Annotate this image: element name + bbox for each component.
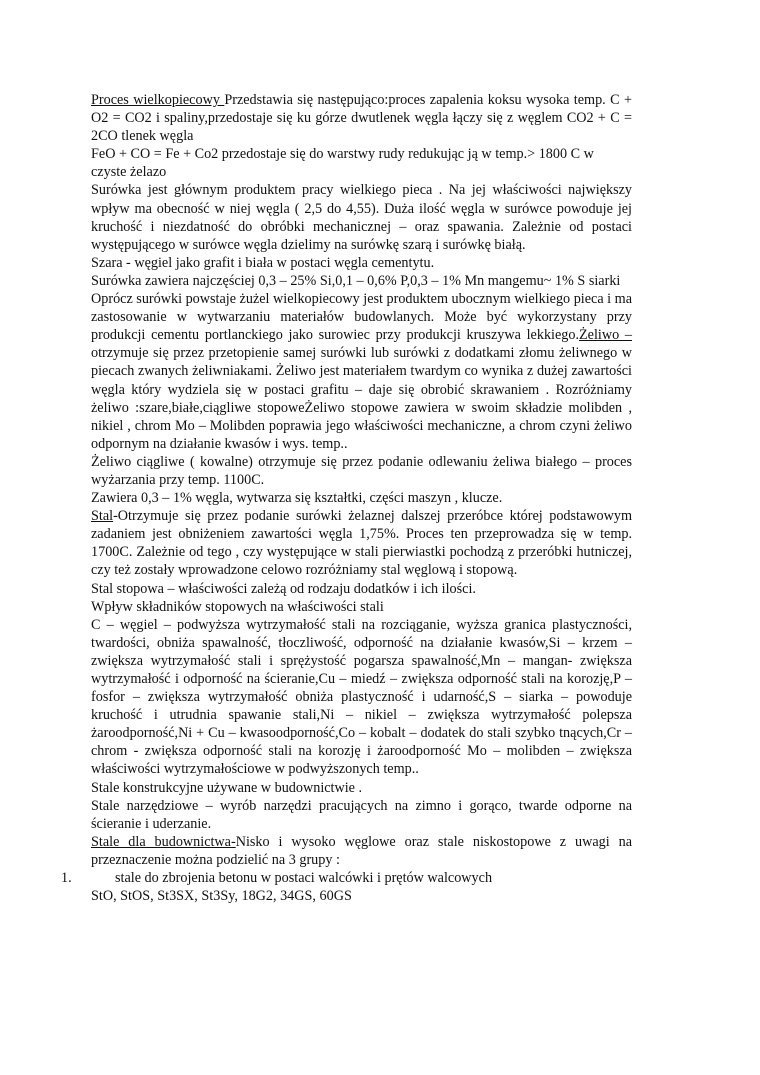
paragraph-tool-steel: Stale narzędziowe – wyrób narzędzi pracujących na zimno i gorąco, twarde odporne na ścieranie i uderzanie. [91, 797, 632, 832]
steel-grades: StO, StOS, St3SX, St3Sy, 18G2, 34GS, 60GS [91, 888, 352, 905]
term-blast-furnace: Proces wielkopiecowy [91, 92, 225, 108]
paragraph-grey-white: Szara - węgiel jako grafit i biała w postaci węgla cementytu. [91, 254, 435, 271]
paragraph-alloy-effects-heading: Wpływ składników stopowych na właściwości stali [91, 598, 384, 615]
paragraph-text: Nisko i wysoko węglowe oraz stale niskostopowe z uwagi na przeznaczenie można podzielić na 3 grupy : [91, 833, 633, 868]
paragraph-blast-furnace [91, 91, 632, 145]
list-number: 1. [61, 870, 72, 887]
paragraph-structural-steel: Stale konstrukcyjne używane w budownictwie . [91, 779, 363, 796]
paragraph-malleable-iron: Żeliwo ciągliwe ( kowalne) otrzymuje się przez podanie odlewaniu żeliwa białego – proces wyżarzania przy temp. 1100C. [91, 453, 632, 488]
paragraph-steel [91, 507, 632, 579]
paragraph-text: Oprócz surówki powstaje żużel wielkopiecowy jest produktem ubocznym wielkiego pieca i ma zastosowanie w wytwarzaniu materiałów budowlanych. Może być wykorzystany przy produkcji cementu portlanckiego jako surowiec przy produkcji kruszywa lekkiego. [91, 291, 632, 344]
term-cast-iron: Żeliwo – [579, 327, 632, 344]
paragraph-reaction: FeO + CO = Fe + Co2 przedostaje się do warstwy rudy redukując ją w temp.> 1800 C w czyste żelazo [91, 146, 594, 181]
paragraph-alloy-steel: Stal stopowa – właściwości zależą od rodzaju dodatków i ich ilości. [91, 580, 476, 597]
paragraph-construction-steel [91, 833, 632, 869]
list-item-text: stale do zbrojenia betonu w postaci walcówki i prętów walcowych [115, 870, 493, 887]
paragraph-slag-cast-iron [91, 290, 632, 453]
term-construction-steel: Stale dla budownictwa- [91, 833, 236, 850]
paragraph-composition: Surówka zawiera najczęściej 0,3 – 25% Si,0,1 – 0,6% P,0,3 – 1% Mn mangemu~ 1% S siarki [91, 272, 621, 289]
term-steel: Stal [91, 508, 114, 525]
paragraph-alloy-effects: C – węgiel – podwyższa wytrzymałość stali na rozciąganie, wyższa granica plastyczności, twardości, obniża spawalność, tłoczliwość, odporność na działanie kwasów,Si – krzem – zwiększa wytrzymałość stali i sprężystość pogarsza spawalność,Mn – mangan- zwiększa wytrzymałość i odporność na ścieranie,Cu – miedź – zwiększa odporność stali na korozję,P – fosfor – zwiększa wytrzymałość obniża plastyczność i udarność,S – siarka – powoduje kruchość i utrudnia spawanie stali,Ni – nikiel – zwiększa wytrzymałość polepsza żaroodporność,Ni + Cu – kwasoodporność,Co – kobalt – dodatek do stali szybko tnących,Cr – chrom - zwiększa odporność stali na korozję i żaroodporność Mo – molibden – zwiększa właściwości wytrzymałościowe w podwyższonych temp.. [91, 616, 632, 778]
paragraph-text: Przedstawia się następująco:proces zapalenia koksu wysoka temp. C + O2 = CO2 i spaliny,przedostaje się ku górze dwutlenek węgla łączy się z węglem CO2 + C = 2CO tlenek węgla [91, 92, 632, 145]
paragraph-pig-iron: Surówka jest głównym produktem pracy wielkiego pieca . Na jej właściwości największy wpływ ma obecność w niej węgla ( 2,5 do 4,55). Duża ilość węgla w surówce powoduje jej kruchość i niezdatność do obróbki mechanicznej – oraz spawania. Zależnie od postaci występującego w surówce węgla dzielimy na surówkę szarą i surówkę białą. [91, 182, 632, 253]
list-item [61, 869, 632, 887]
paragraph-carbon-content: Zawiera 0,3 – 1% węgla, wytwarza się kształtki, części maszyn , klucze. [91, 490, 503, 507]
document-body [61, 91, 633, 905]
paragraph-text: -Otrzymuje się przez podanie surówki żelaznej dalszej przeróbce której podstawowym zadaniem jest obniżeniem zawartości węgla 1,75%. Proces ten przeprowadza się w temp. 1700C. Zależnie od tego , czy występujące w stali pierwiastki pochodzą z przeróbki hutniczej, czy też zostały wprowadzone celowo rozróżniamy stal węglową i stopową. [91, 508, 632, 579]
paragraph-text: otrzymuje się przez przetopienie samej surówki lub surówki z dodatkami złomu żeliwnego w piecach zwanych żeliwniakami. Żeliwo jest materiałem twardym co wynika z dużej zawartości węgla który wydziela się w postaci grafitu – daje się obrobić skrawaniem . Rozróżniamy żeliwo :szare,białe,ciągliwe stopoweŻeliwo stopowe zawiera w swoim składzie molibden , nikiel , chrom Mo – Molibden poprawia jego właściwości mechaniczne, a chrom czyni żeliwo odpornym na działanie kwasów i wys. temp.. [91, 345, 632, 452]
